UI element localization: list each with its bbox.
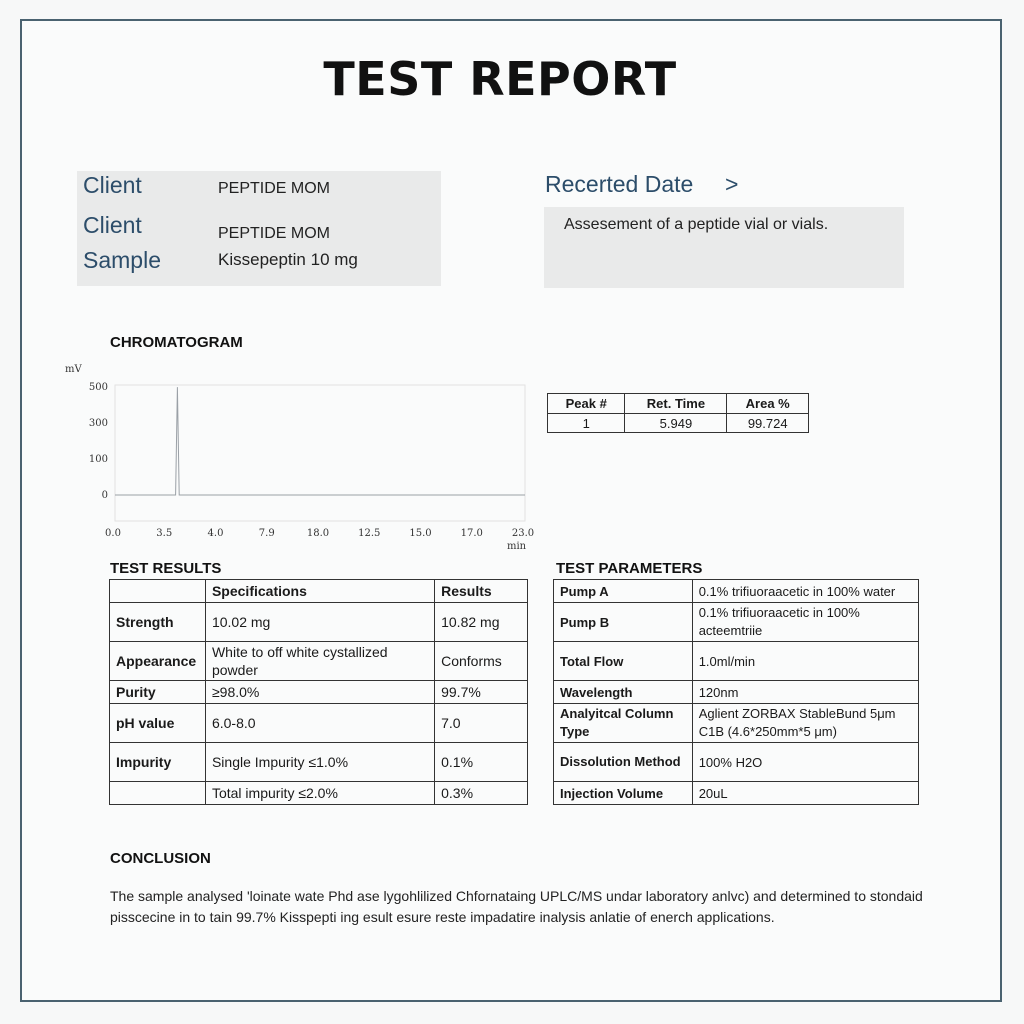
param-label: Total Flow	[554, 642, 693, 681]
sample-label: Sample	[83, 247, 161, 273]
param-label: Dissolution Method	[554, 743, 693, 782]
table-row	[110, 743, 528, 782]
peak-number: 1	[548, 414, 625, 433]
table-row	[554, 704, 919, 743]
y-axis-label: mV	[65, 364, 82, 375]
peak-ret-time: 5.949	[625, 414, 727, 433]
table-row	[554, 580, 919, 603]
client-value-2: PEPTIDE MOM	[218, 225, 331, 242]
x-tick-label: 4.0	[207, 528, 224, 539]
description-text: Assesement of a peptide vial or vials.	[564, 216, 829, 233]
area-header: Area %	[727, 394, 809, 414]
row-label: pH value	[110, 704, 206, 743]
result-cell: 7.0	[435, 704, 528, 743]
param-label: Pump A	[554, 580, 693, 603]
x-tick-label: 0.0	[105, 528, 121, 539]
date-label: Recerted Date	[545, 171, 694, 197]
table-row	[554, 743, 919, 782]
sample-value: Kissepeptin 10 mg	[218, 250, 358, 269]
table-row	[554, 681, 919, 704]
y-tick-label: 100	[88, 454, 108, 465]
row-label	[110, 782, 206, 805]
spec-cell: 6.0-8.0	[205, 704, 434, 743]
test-results-table	[109, 579, 528, 805]
param-value: 0.1% trifiuoraacetic in 100% water	[692, 580, 918, 603]
spec-cell: 10.02 mg	[205, 603, 434, 642]
table-row	[554, 603, 919, 642]
report-title: TEST REPORT	[323, 52, 677, 106]
row-label: Strength	[110, 603, 206, 642]
x-tick-label: 18.0	[306, 528, 330, 539]
result-cell: 10.82 mg	[435, 603, 528, 642]
param-value: Aglient ZORBAX StableBund 5μm C1B (4.6*250mm*5 μm)	[692, 704, 918, 743]
x-tick-label: 7.9	[258, 528, 275, 539]
ret-time-header: Ret. Time	[625, 394, 727, 414]
param-label: Injection Volume	[554, 782, 693, 805]
chromatogram-title: CHROMATOGRAM	[110, 334, 243, 351]
x-tick-label: 17.0	[460, 528, 483, 539]
row-label: Purity	[110, 681, 206, 704]
param-value: 100% H2O	[692, 743, 918, 782]
chromatogram-chart	[60, 360, 535, 552]
chromatogram-trace	[115, 387, 525, 495]
param-value: 120nm	[692, 681, 918, 704]
param-value: 1.0ml/min	[692, 642, 918, 681]
x-axis-label: min	[507, 541, 527, 552]
peak-area: 99.724	[727, 414, 809, 433]
results-corner-cell	[110, 580, 206, 603]
table-row	[554, 782, 919, 805]
result-cell: 0.1%	[435, 743, 528, 782]
client-label-2: Client	[83, 212, 142, 238]
param-value: 20uL	[692, 782, 918, 805]
spec-cell: White to off white cystallized powder	[205, 642, 434, 681]
table-row	[110, 704, 528, 743]
spec-cell: Single Impurity ≤1.0%	[205, 743, 434, 782]
y-tick-label: 500	[88, 382, 108, 393]
conclusion-text: The sample analysed 'loinate wate Phd ase lygohlilized Chfornataing UPLC/MS undar laboratory anlvc) and determined to stondaid pisscecine in to tain 99.7% Kisspepti ing esult esure reste impadatire inalysis anlatie of enerch applications.	[110, 888, 923, 925]
result-cell: 99.7%	[435, 681, 528, 704]
spec-cell: Total impurity ≤2.0%	[205, 782, 434, 805]
table-row	[110, 782, 528, 805]
table-row	[110, 603, 528, 642]
x-tick-label: 23.0	[511, 528, 535, 539]
table-row	[110, 681, 528, 704]
param-label: Analyitcal Column Type	[554, 704, 693, 743]
date-arrow-icon: >	[725, 171, 739, 197]
conclusion-title: CONCLUSION	[110, 850, 211, 867]
peak-table	[547, 393, 809, 433]
param-label: Wavelength	[554, 681, 693, 704]
table-row	[110, 642, 528, 681]
test-results-title: TEST RESULTS	[110, 560, 222, 577]
x-tick-label: 15.0	[409, 528, 432, 539]
param-label: Pump B	[554, 603, 693, 642]
spec-cell: ≥98.0%	[205, 681, 434, 704]
specifications-header: Specifications	[205, 580, 434, 603]
client-value: PEPTIDE MOM	[218, 180, 331, 197]
test-parameters-table	[553, 579, 919, 805]
result-cell: 0.3%	[435, 782, 528, 805]
y-tick-label: 0	[101, 490, 108, 501]
test-parameters-title: TEST PARAMETERS	[556, 560, 703, 577]
table-row	[554, 642, 919, 681]
row-label: Appearance	[110, 642, 206, 681]
result-cell: Conforms	[435, 642, 528, 681]
row-label: Impurity	[110, 743, 206, 782]
x-tick-label: 12.5	[358, 528, 381, 539]
param-value: 0.1% trifiuoraacetic in 100% acteemtriie	[692, 603, 918, 642]
y-tick-label: 300	[88, 418, 108, 429]
client-label: Client	[83, 172, 142, 198]
peak-header: Peak #	[548, 394, 625, 414]
results-header: Results	[435, 580, 528, 603]
x-tick-label: 3.5	[156, 528, 173, 539]
